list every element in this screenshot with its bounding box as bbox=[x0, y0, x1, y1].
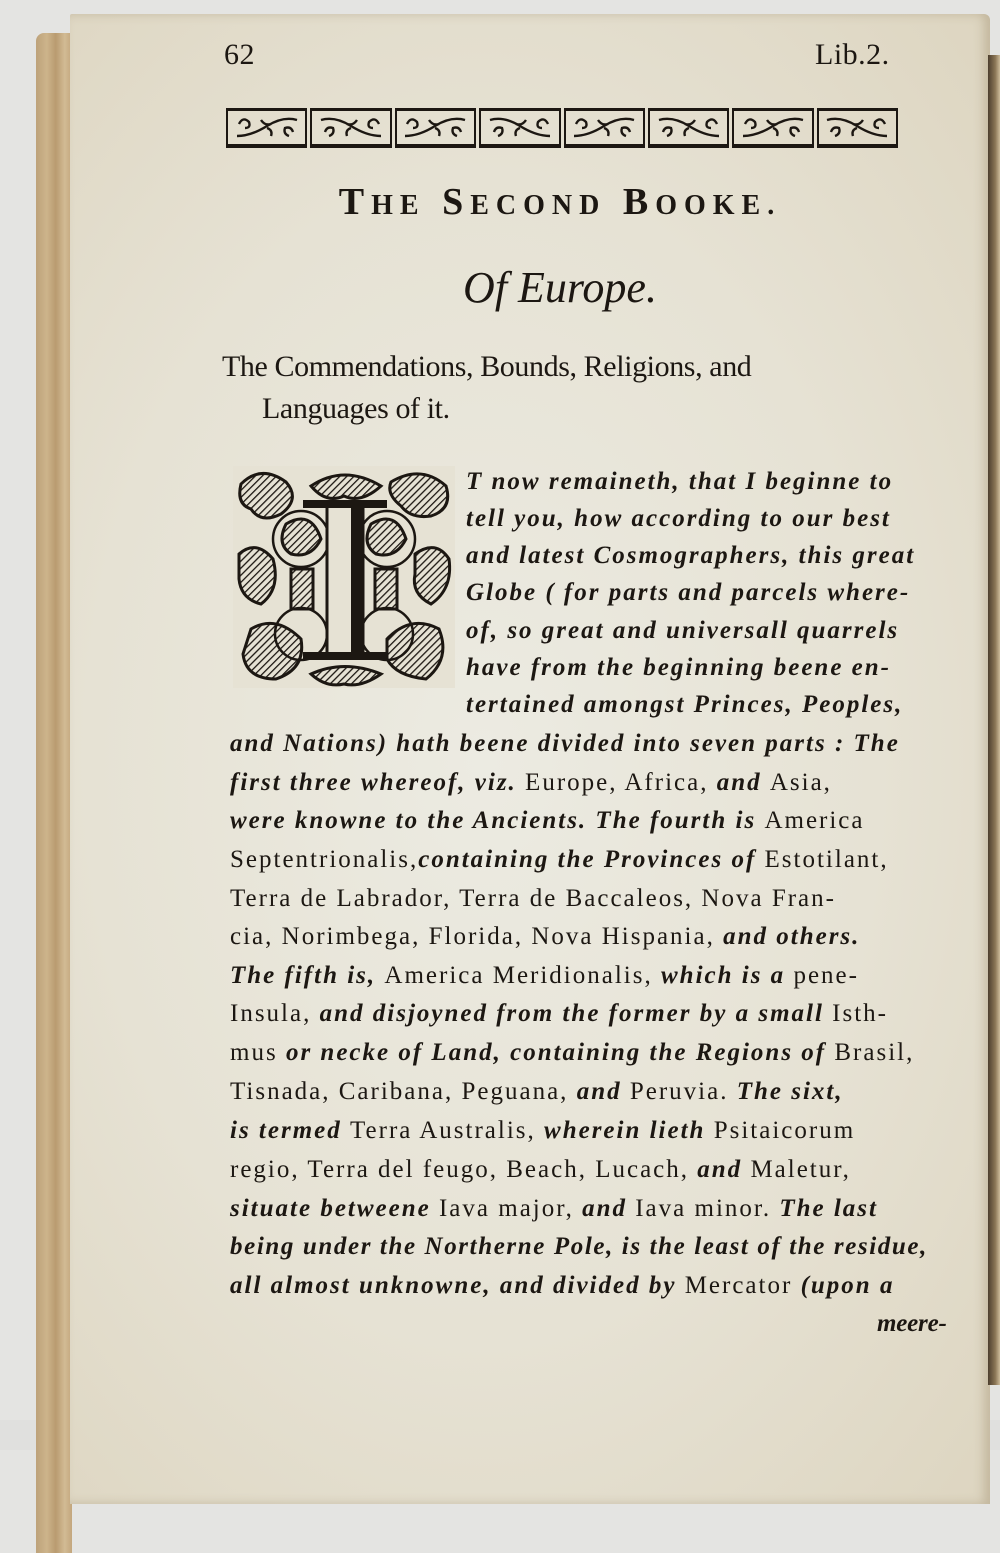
italic-segment: and bbox=[697, 1156, 751, 1183]
text-line bbox=[230, 1078, 844, 1106]
italic-segment: tertained amongst Princes, Peoples, bbox=[466, 691, 904, 718]
italic-segment: and bbox=[716, 769, 770, 796]
roman-segment: Europe, Africa, bbox=[525, 769, 717, 796]
italic-segment: being under the Northerne Pole, is the least of the residue, bbox=[230, 1233, 928, 1260]
binding-gutter bbox=[988, 55, 1000, 1385]
title-initial: S bbox=[442, 181, 471, 223]
roman-segment: Terra de Labrador, Terra de Baccaleos, Nova Fran- bbox=[230, 885, 836, 912]
chapter-heading bbox=[222, 346, 922, 430]
italic-segment: of, so great and universall quarrels bbox=[466, 617, 900, 644]
italic-segment: The sixt, bbox=[736, 1078, 844, 1105]
italic-segment: all almost unknowne, and divided by bbox=[230, 1272, 685, 1299]
title-word: HE bbox=[371, 190, 426, 221]
text-line bbox=[877, 1310, 947, 1338]
scroll-ornament-icon bbox=[653, 114, 725, 142]
scroll-ornament-icon bbox=[568, 114, 640, 142]
scroll-ornament-icon bbox=[399, 114, 471, 142]
roman-segment: Septentrionalis, bbox=[230, 846, 419, 873]
scroll-ornament-icon bbox=[821, 114, 893, 142]
italic-segment: which is a bbox=[660, 962, 794, 989]
italic-segment: situate betweene bbox=[230, 1195, 439, 1222]
page-edges bbox=[36, 33, 72, 1553]
scroll-ornament-icon bbox=[737, 114, 809, 142]
text-line bbox=[466, 468, 893, 496]
italic-segment: were knowne to the Ancients. The fourth is bbox=[230, 807, 765, 834]
text-line bbox=[230, 1272, 894, 1300]
italic-segment: containing the Provinces of bbox=[418, 846, 765, 873]
ornament-tile bbox=[648, 108, 729, 148]
roman-segment: regio, Terra del feugo, Beach, Lucach, bbox=[230, 1156, 698, 1183]
text-line bbox=[230, 1195, 878, 1223]
italic-segment: and disjoyned from the former by a small bbox=[319, 1000, 833, 1027]
ornament-tile bbox=[395, 108, 476, 148]
text-line bbox=[230, 1000, 888, 1028]
italic-segment: or necke of Land, containing the Regions of bbox=[285, 1039, 835, 1066]
scroll-ornament-icon bbox=[315, 114, 387, 142]
text-line bbox=[230, 962, 859, 990]
roman-segment: Asia, bbox=[769, 769, 832, 796]
roman-segment: Peruvia. bbox=[629, 1078, 737, 1105]
text-line bbox=[230, 1117, 855, 1145]
roman-segment: Mercator bbox=[684, 1272, 801, 1299]
ornament-tile bbox=[732, 108, 813, 148]
roman-segment: Brasil, bbox=[834, 1039, 915, 1066]
ornament-tile bbox=[310, 108, 391, 148]
text-line bbox=[230, 885, 836, 913]
roman-segment: mus bbox=[230, 1039, 286, 1066]
ornament-tile bbox=[226, 108, 307, 148]
foliage-ornament-icon bbox=[231, 464, 457, 690]
roman-segment: America bbox=[764, 807, 865, 834]
roman-segment: Maletur, bbox=[750, 1156, 851, 1183]
title-word: OOKE. bbox=[655, 190, 782, 221]
roman-segment: Psitaicorum bbox=[713, 1117, 856, 1144]
text-line bbox=[230, 846, 889, 874]
italic-segment: The fifth is, bbox=[230, 962, 385, 989]
page-number: 62 bbox=[224, 38, 255, 71]
title-initial: B bbox=[622, 181, 656, 223]
roman-segment: cia, Norimbega, Florida, Nova Hispania, bbox=[230, 923, 724, 950]
ornament-tile bbox=[817, 108, 898, 148]
text-line bbox=[230, 769, 832, 797]
heading-line: The Commendations, Bounds, Religions, and bbox=[222, 350, 752, 383]
ornamental-band bbox=[226, 108, 898, 148]
text-line bbox=[466, 691, 903, 719]
text-line bbox=[466, 505, 891, 533]
text-line bbox=[230, 730, 900, 758]
ornamental-initial bbox=[231, 464, 457, 690]
italic-segment: T now remaineth, that I beginne to bbox=[466, 468, 894, 495]
scroll-ornament-icon bbox=[484, 114, 556, 142]
text-line bbox=[230, 1039, 914, 1067]
italic-segment: and Nations) hath beene divided into seven parts : The bbox=[230, 730, 900, 757]
italic-segment: wherein lieth bbox=[544, 1117, 714, 1144]
book-title bbox=[200, 180, 920, 224]
italic-segment: is termed bbox=[230, 1117, 350, 1144]
roman-segment: Insula, bbox=[230, 1000, 320, 1027]
italic-segment: and bbox=[582, 1195, 636, 1222]
italic-segment: have from the beginning beene en- bbox=[466, 654, 892, 681]
roman-segment: Estotilant, bbox=[764, 846, 889, 873]
roman-segment: America Meridionalis, bbox=[384, 962, 661, 989]
italic-segment: and bbox=[576, 1078, 630, 1105]
italic-segment: (upon a bbox=[800, 1272, 895, 1299]
text-line bbox=[230, 1233, 928, 1261]
text-line bbox=[466, 579, 910, 607]
roman-segment: pene- bbox=[793, 962, 859, 989]
text-line bbox=[466, 617, 899, 645]
ornament-tile bbox=[564, 108, 645, 148]
italic-segment: and others. bbox=[723, 923, 861, 950]
italic-segment: meere- bbox=[877, 1310, 947, 1337]
italic-segment: and latest Cosmographers, this great bbox=[466, 542, 916, 569]
text-line bbox=[466, 654, 891, 682]
roman-segment: Terra Australis, bbox=[350, 1117, 545, 1144]
heading-line: Languages of it. bbox=[262, 392, 450, 425]
italic-segment: first three whereof, viz. bbox=[230, 769, 526, 796]
roman-segment: Tisnada, Caribana, Peguana, bbox=[230, 1078, 577, 1105]
italic-segment: The last bbox=[779, 1195, 878, 1222]
roman-segment: Iava major, bbox=[438, 1195, 583, 1222]
ornament-tile bbox=[479, 108, 560, 148]
italic-segment: tell you, how according to our best bbox=[466, 505, 891, 532]
title-word: ECOND bbox=[470, 190, 607, 221]
roman-segment: Isth- bbox=[832, 1000, 888, 1027]
text-line bbox=[230, 807, 865, 835]
text-line bbox=[230, 1156, 851, 1184]
roman-segment: Iava minor. bbox=[635, 1195, 780, 1222]
section-subtitle: Of Europe. bbox=[463, 263, 657, 312]
title-initial: T bbox=[338, 181, 372, 223]
text-line bbox=[466, 542, 915, 570]
running-head: Lib.2. bbox=[815, 38, 890, 71]
scroll-ornament-icon bbox=[231, 114, 303, 142]
text-line bbox=[230, 923, 860, 951]
italic-segment: Globe ( for parts and parcels where- bbox=[466, 579, 911, 606]
